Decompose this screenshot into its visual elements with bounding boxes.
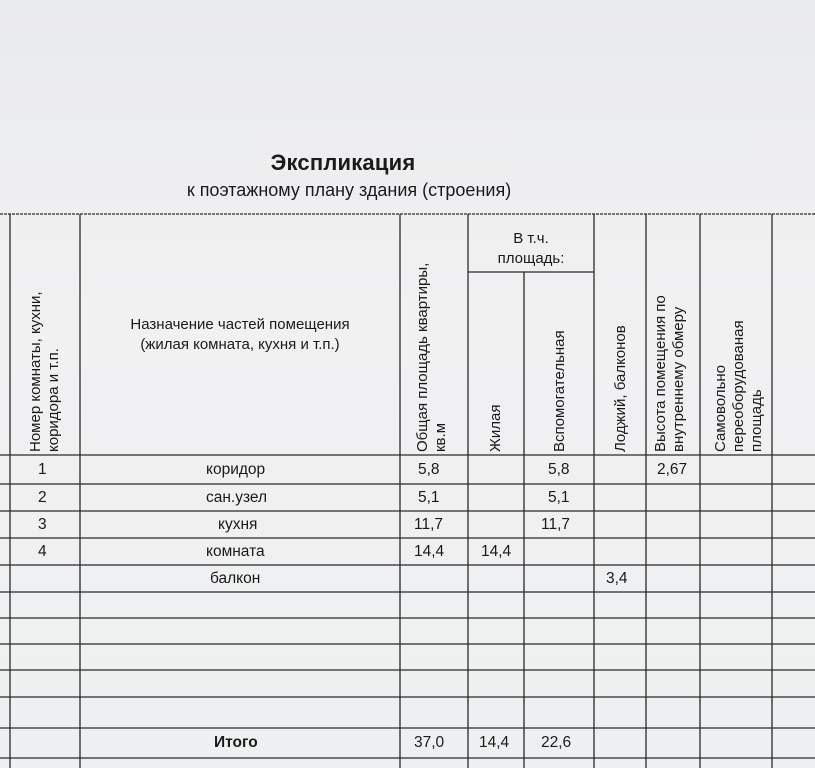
total-area-sum: 37,0 [414, 734, 445, 751]
row-height: 2,67 [657, 461, 688, 478]
header-auxiliary [551, 330, 569, 452]
total-living-sum: 14,4 [479, 734, 510, 751]
row-total: 14,4 [414, 543, 445, 560]
header-self-rebuilt-line3: площадь [748, 389, 765, 452]
header-room-no-line2: коридора и т.п. [45, 348, 62, 452]
header-purpose-line2: (жилая комната, кухня и т.п.) [140, 336, 340, 353]
header-total-area-line2: кв.м [432, 422, 449, 452]
row-living: 14,4 [481, 543, 512, 560]
document-subtitle: к поэтажному плану здания (строения) [186, 180, 512, 200]
row-name: коридор [206, 461, 266, 478]
row-name: балкон [210, 570, 261, 587]
header-living-label: Жилая [487, 404, 504, 452]
header-height [652, 295, 688, 452]
header-self-rebuilt [712, 320, 766, 452]
row-no: 2 [38, 489, 47, 506]
row-total: 5,1 [418, 489, 440, 506]
header-height-line2: внутреннему обмеру [670, 306, 687, 452]
total-aux-sum: 22,6 [541, 734, 572, 751]
header-incl-area-line2: площадь: [497, 250, 565, 267]
header-loggias-label: Лоджий, балконов [612, 325, 629, 452]
header-loggias [612, 325, 630, 452]
row-total: 11,7 [414, 516, 444, 533]
row-aux: 11,7 [541, 516, 571, 533]
header-incl-area [468, 229, 594, 269]
header-self-rebuilt-line2: переоборудованая [730, 320, 747, 452]
document-title: Экспликация [270, 150, 416, 175]
header-total-area [414, 263, 450, 452]
row-aux: 5,8 [548, 461, 570, 478]
row-no: 3 [38, 516, 47, 533]
header-self-rebuilt-line1: Самовольно [712, 364, 729, 452]
header-auxiliary-label: Вспомогательная [551, 330, 568, 452]
total-label: Итого [214, 734, 258, 751]
row-loggia: 3,4 [606, 570, 628, 587]
header-height-line1: Высота помещения по [652, 295, 669, 452]
row-aux: 5,1 [548, 489, 570, 506]
header-living [487, 405, 505, 452]
row-name: сан.узел [206, 489, 268, 506]
row-total: 5,8 [418, 461, 440, 478]
row-no: 4 [38, 543, 47, 560]
header-purpose [80, 315, 400, 355]
row-no: 1 [38, 461, 47, 478]
header-total-area-line1: Общая площадь квартиры, [414, 262, 431, 452]
row-name: кухня [218, 516, 258, 533]
header-room-no-line1: Номер комнаты, кухни, [27, 291, 44, 452]
header-purpose-line1: Назначение частей помещения [130, 316, 350, 333]
header-incl-area-line1: В т.ч. [513, 230, 549, 247]
header-room-no [27, 291, 63, 452]
row-name: комната [206, 543, 265, 560]
